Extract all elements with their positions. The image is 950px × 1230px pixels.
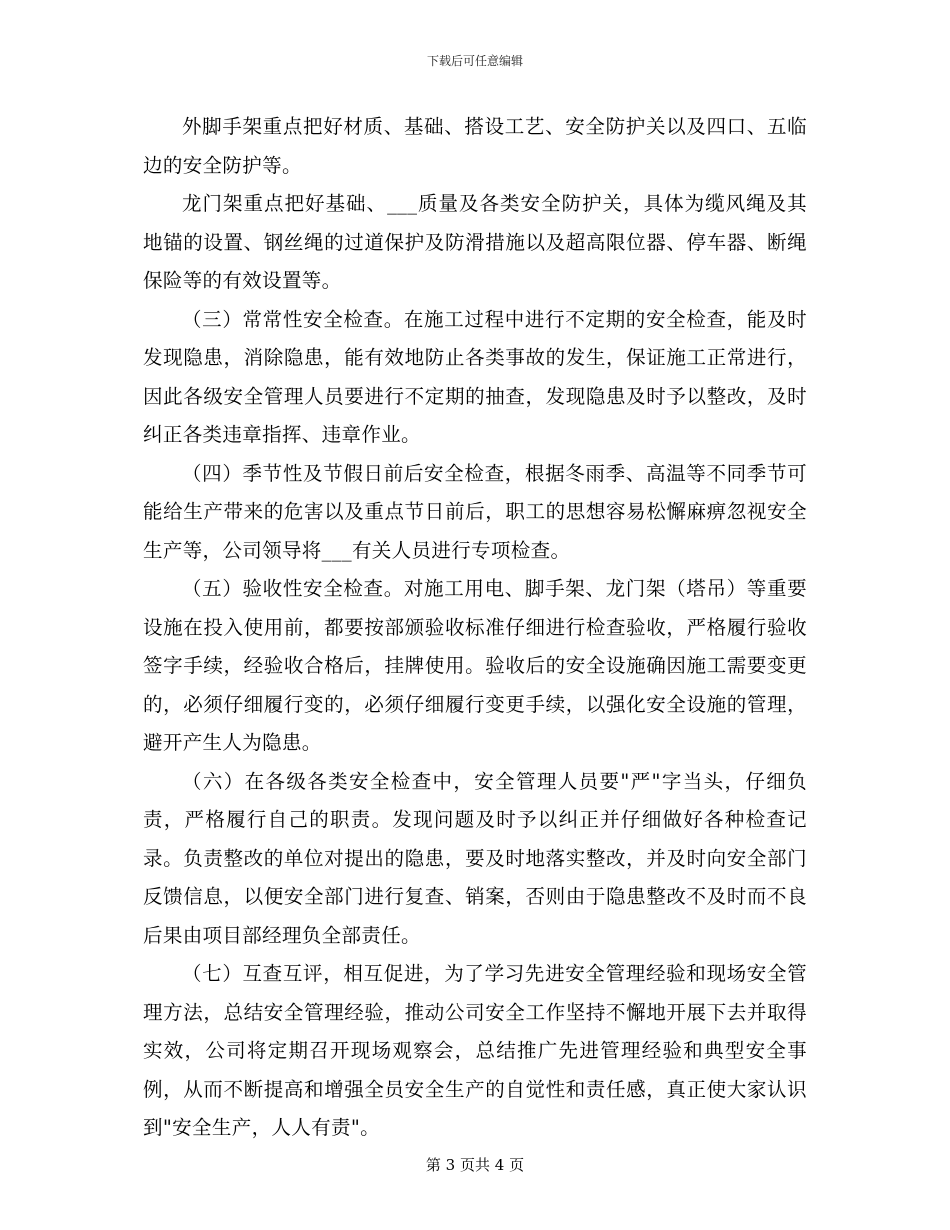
page-footer: 第 3 页共 4 页 — [425, 1156, 525, 1174]
page-header: 下载后可任意编辑 — [426, 54, 523, 68]
paragraph-outer-scaffold: 外脚手架重点把好材质、基础、搭设工艺、安全防护关以及四口、五临边的安全防护等。 — [143, 115, 807, 177]
paragraph-gantry-frame: 龙门架重点把好基础、___质量及各类安全防护关，具体为缆风绳及其地锚的设置、钢丝绳的过道保护及防滑措施以及超高限位器、停车器、断绳保险等的有效设置等。 — [143, 192, 807, 292]
paragraph-inspection-duties: （六）在各级各类安全检查中，安全管理人员要"严"字当头，仔细负责，严格履行自己的职责。发现问题及时予以纠正并仔细做好各种检查记录。负责整改的单位对提出的隐患，要及时地落实整改，并及时向安全部门反馈信息，以便安全部门进行复查、销案，否则由于隐患整改不及时而不良后果由项目部经理负全部责任。 — [143, 769, 807, 947]
document-body — [143, 108, 807, 1148]
paragraph-acceptance-inspection: （五）验收性安全检查。对施工用电、脚手架、龙门架（塔吊）等重要设施在投入使用前，都要按部颁验收标准仔细进行检查验收，严格履行验收签字手续，经验收合格后，挂牌使用。验收后的安全设施确因施工需要变更的，必须仔细履行变的，必须仔细履行变更手续，以强化安全设施的管理，避开产生人为隐患。 — [143, 577, 807, 754]
paragraph-regular-inspection: （三）常常性安全检查。在施工过程中进行不定期的安全检查，能及时发现隐患，消除隐患，能有效地防止各类事故的发生，保证施工正常进行，因此各级安全管理人员要进行不定期的抽查，发现隐患及时予以整改，及时纠正各类违章指挥、违章作业。 — [143, 307, 807, 446]
paragraph-seasonal-inspection: （四）季节性及节假日前后安全检查，根据冬雨季、高温等不同季节可能给生产带来的危害以及重点节日前后，职工的思想容易松懈麻痹忽视安全生产等，公司领导将___有关人员进行专项检查。 — [143, 461, 807, 562]
paragraph-mutual-review: （七）互查互评，相互促进，为了学习先进安全管理经验和现场安全管理方法，总结安全管理经验，推动公司安全工作坚持不懈地开展下去并取得实效，公司将定期召开现场观察会，总结推广先进管理经验和典型安全事例，从而不断提高和增强全员安全生产的自觉性和责任感，真正使大家认识到"安全生产，人人有责"。 — [143, 962, 807, 1139]
